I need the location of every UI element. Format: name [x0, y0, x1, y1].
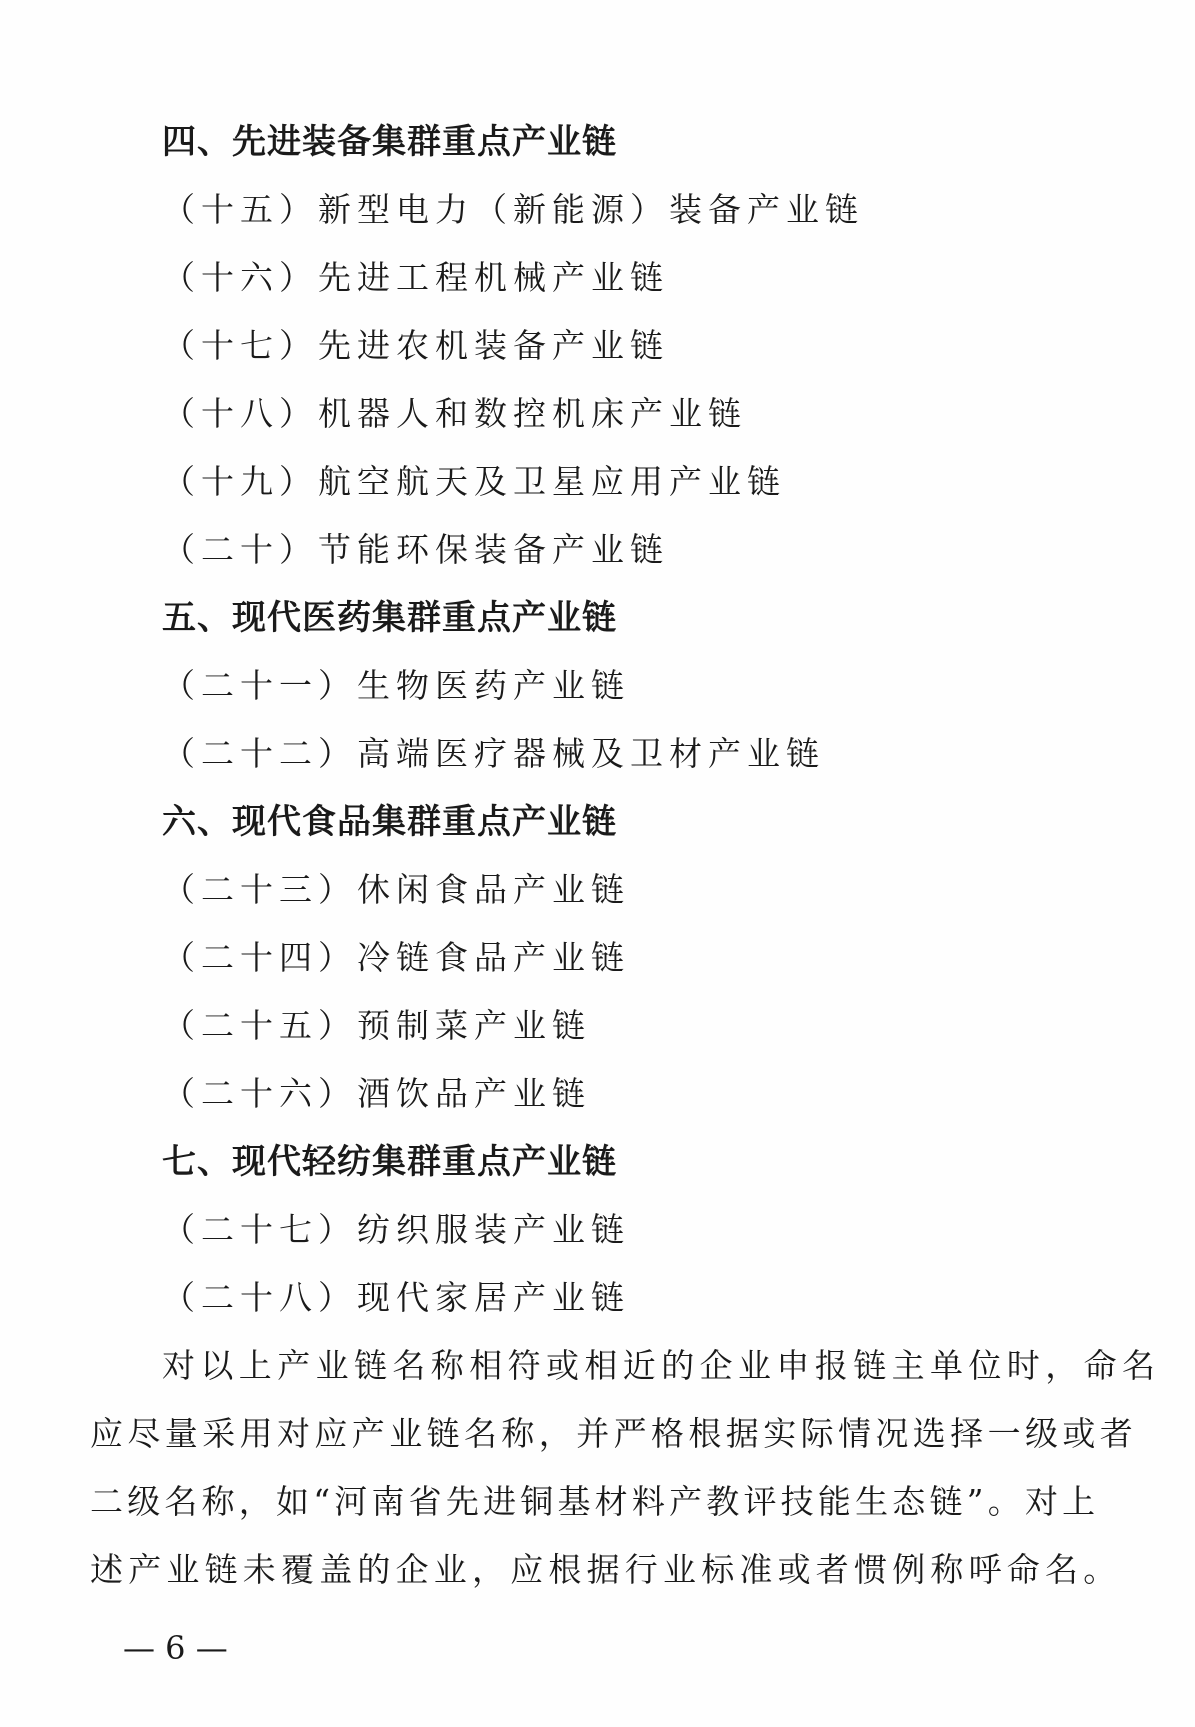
list-item: （十六）先进工程机械产业链	[162, 258, 669, 297]
paragraph-line: 二级名称，如“河南省先进铜基材料产教评技能生态链”。对上	[90, 1482, 1100, 1521]
list-item: （二十二）高端医疗器械及卫材产业链	[162, 734, 825, 773]
paragraph-line: 应尽量采用对应产业链名称，并严格根据实际情况选择一级或者	[90, 1414, 1138, 1453]
list-item: （二十三）休闲食品产业链	[162, 870, 630, 909]
section-heading: 七、现代轻纺集群重点产业链	[162, 1142, 617, 1182]
list-item: （二十四）冷链食品产业链	[162, 938, 630, 977]
list-item: （十七）先进农机装备产业链	[162, 326, 669, 365]
list-item: （二十五）预制菜产业链	[162, 1006, 591, 1045]
list-item: （十八）机器人和数控机床产业链	[162, 394, 747, 433]
page-number: — 6 —	[123, 1629, 228, 1667]
list-item: （二十七）纺织服装产业链	[162, 1210, 630, 1249]
section-heading: 五、现代医药集群重点产业链	[162, 598, 617, 638]
paragraph-line: 对以上产业链名称相符或相近的企业申报链主单位时，命名	[162, 1346, 1161, 1385]
section-heading: 六、现代食品集群重点产业链	[162, 802, 617, 842]
list-item: （二十六）酒饮品产业链	[162, 1074, 591, 1113]
paragraph-line: 述产业链未覆盖的企业，应根据行业标准或者惯例称呼命名。	[90, 1550, 1122, 1589]
list-item: （二十）节能环保装备产业链	[162, 530, 669, 569]
list-item: （二十一）生物医药产业链	[162, 666, 630, 705]
section-heading: 四、先进装备集群重点产业链	[162, 122, 617, 162]
list-item: （十五）新型电力（新能源）装备产业链	[162, 190, 864, 229]
list-item: （十九）航空航天及卫星应用产业链	[162, 462, 786, 501]
list-item: （二十八）现代家居产业链	[162, 1278, 630, 1317]
